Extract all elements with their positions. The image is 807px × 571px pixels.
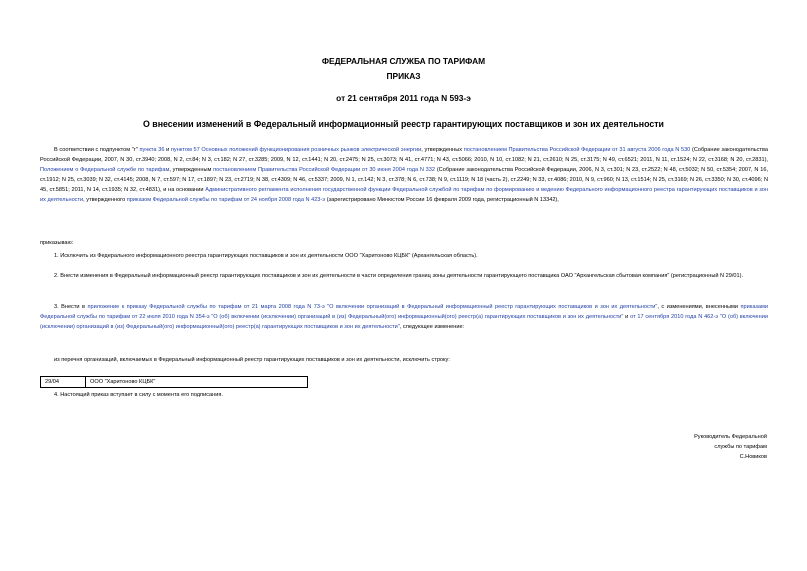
link-fst-regulation[interactable]: Положением о Федеральной службе по тарифам: [40, 167, 170, 173]
item-4: 4. Настоящий приказ вступает в силу с момента его подписания.: [54, 392, 223, 398]
link-order-462[interactable]: от 17 сентября 2010 года N 462-э "О (об) включении (исключении) организаций в (из) Федеральный(ого) информационный(ого) реестр(а) гарантирующих поставщиков и зон их деятельности": [40, 314, 768, 330]
table-cell-name: ООО "Харитоново КЦБК": [86, 377, 308, 388]
orders-label: приказываю:: [40, 240, 74, 246]
item-3-text-3: и: [623, 314, 631, 320]
item-3-text-1: 3. Внести в: [54, 304, 88, 310]
item-3-text-4: , следующее изменение:: [399, 324, 465, 330]
preamble-text-5: , утвержденным: [169, 167, 214, 173]
preamble-text-2: и: [164, 147, 171, 153]
preamble-text-7: , утвержденного: [83, 197, 127, 203]
exclude-instruction: из перечня организаций, включаемых в Федеральный информационный реестр гарантирующих поставщиков и зон их деятельности, исключить строку:: [54, 357, 450, 363]
item-3-text-2: , с изменениями, внесенными: [657, 304, 741, 310]
doc-type: ПРИКАЗ: [386, 71, 421, 81]
table-cell-code: 29/04: [41, 377, 86, 388]
agency-name: ФЕДЕРАЛЬНАЯ СЛУЖБА ПО ТАРИФАМ: [321, 56, 486, 66]
item-3: [40, 302, 768, 332]
item-2: 2. Внести изменения в Федеральный информационный реестр гарантирующих поставщиков и зон их деятельности в части определения границ зоны деятельности гарантирующего поставщика ОАО "Архангельская сбытовая компания" (регистрационный N 29/01).: [54, 273, 744, 279]
preamble-text-1: В соответствии с подпунктом "г": [54, 147, 140, 153]
signature-name: С.Новиков: [739, 454, 767, 460]
preamble-text-6: (Собрание законодательства Российской Федерации, 2006, N 3, ст.301; N 23, ст.2522; N 48, ст.5032; N 50, ст.5354; 2007, N 16, ст.1912; N 25, ст.3039; N 32, ст.4145; 2008, N 7, ст.597; N 17, ст.1897; N 23, ст.2719; N 38, ст.4309; N 46, ст.5337; 2009, N 1, ст.142; N 3, ст.378; N 6, ст.738; N 9, ст.1119; N 18 (часть 2), ст.2249; N 33, ст.4086; 2010, N 9, ст.960; N 13, ст.1514; N 25, ст.3169; N 26, ст.3350; N 30, ст.4096; N 45, ст.5851; 2011, N 14, ст.1935; N 32, ст.4831), и на основании: [40, 167, 768, 193]
excluded-row-table: [40, 376, 308, 388]
link-order-73[interactable]: приложение к приказу Федеральной службы по тарифам от 21 марта 2008 года N 73-э "О включении организаций в Федеральный информационный реестр гарантирующих поставщиков и зон их деятельности": [87, 304, 658, 310]
doc-date-number: от 21 сентября 2011 года N 593-э: [336, 93, 471, 103]
signature-line-2: службы по тарифам: [714, 444, 767, 450]
link-point-36[interactable]: пункта 36: [139, 147, 165, 153]
preamble-text-3: , утвержденных: [421, 147, 464, 153]
link-resolution-332[interactable]: постановлением Правительства Российской Федерации от 30 июня 2004 года N 332: [213, 167, 436, 173]
link-order-423[interactable]: приказом Федеральной службы по тарифам от 24 ноября 2008 года N 423-э: [126, 197, 326, 203]
preamble-text-4: (Собрание законодательства Российской Федерации, 2007, N 30, ст.3940; 2008, N 2, ст.84; N 3, ст.182; N 27, ст.3285; 2009, N 12, ст.1441; N 20, ст.2475; N 25, ст.3073; N 41, ст.4771; N 43, ст.5066; 2010, N 10, ст.1082; N 21, ст.2610; N 25, ст.3175; N 49, ст.6521; 2011, N 11, ст.1524; N 22, ст.3168; N 20, ст.2831),: [40, 147, 769, 163]
link-resolution-530[interactable]: постановлением Правительства Российской Федерации от 31 августа 2006 года N 530: [463, 147, 691, 153]
signature-line-1: Руководитель Федеральной: [694, 434, 767, 440]
signature-block: [694, 432, 767, 462]
page-title: О внесении изменений в Федеральный информационный реестр гарантирующих поставщиков и зон их деятельности: [143, 119, 664, 129]
preamble-paragraph: [40, 145, 768, 205]
link-point-57[interactable]: пунктом 57 Основных положений функционирования розничных рынков электрической энергии: [170, 147, 422, 153]
table-row: [41, 377, 308, 388]
preamble-text-8: (зарегистрировано Минюстом России 16 февраля 2009 года, регистрационный N 13342),: [325, 197, 559, 203]
item-1: 1. Исключить из Федерального информационного реестра гарантирующих поставщиков и зон их деятельности ООО "Харитоново КЦБК" (Архангельская область).: [54, 253, 478, 259]
link-order-354[interactable]: приказами Федеральной службы по тарифам от 22 июля 2010 года N 354-э "О (об) включении (исключении) организаций в (из) Федеральный(ого) информационный(ого) реестр(а) гарантирующих поставщиков и зон их деятельности": [40, 304, 769, 320]
link-admin-regulation[interactable]: Административного регламента исполнения государственной функции Федеральной службой по тарифам по формированию и ведению Федерального информационного реестра гарантирующих поставщиков и зон их деятельности: [40, 187, 769, 203]
